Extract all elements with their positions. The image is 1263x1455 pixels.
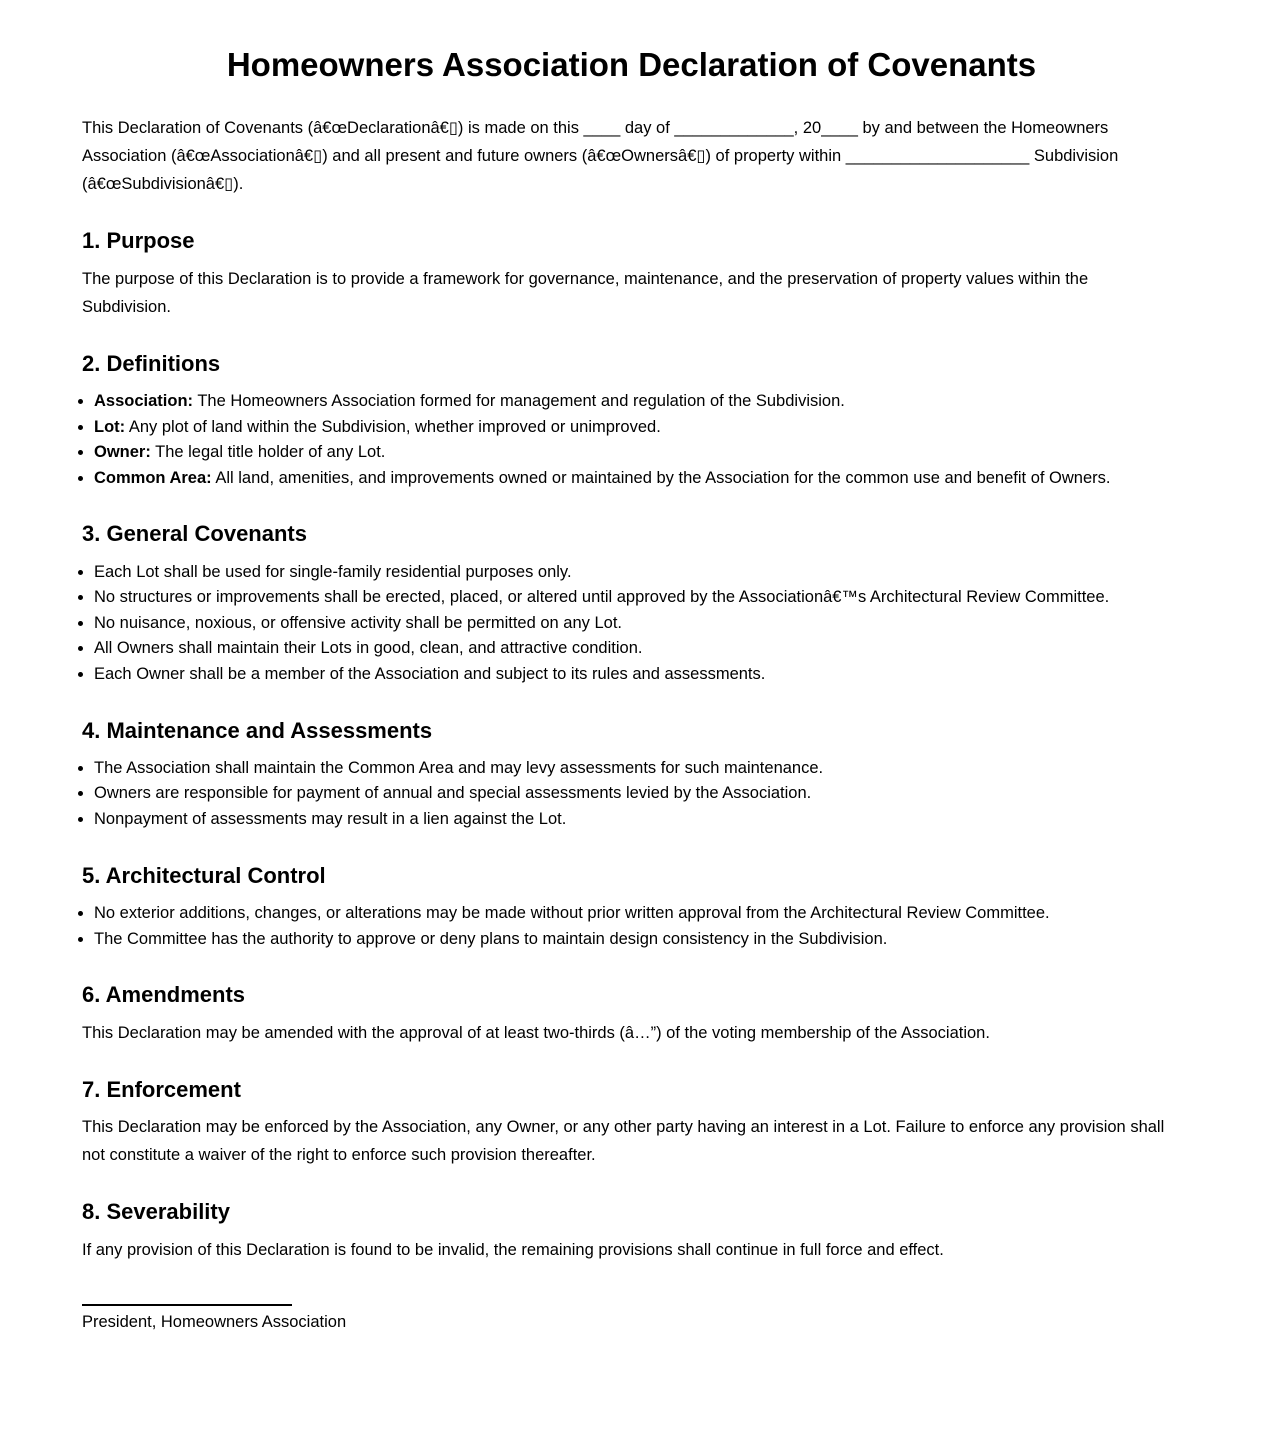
list-item: • Each Owner shall be a member of the Association and subject to its rules and assessments.: [94, 662, 1181, 688]
section-heading-maintenance: 4. Maintenance and Assessments: [82, 717, 433, 743]
list-item: [94, 389, 1181, 415]
maintenance-list: [82, 756, 1181, 833]
definition-text: All land, amenities, and improvements owned or maintained by the Association for the common use and benefit of Owners.: [211, 468, 1111, 487]
list-item: • No structures or improvements shall be erected, placed, or altered until approved by the Associationâ€™s Architectural Review Committee.: [94, 585, 1181, 611]
definition-text: The Homeowners Association formed for management and regulation of the Subdivision.: [193, 392, 845, 411]
severability-paragraph: If any provision of this Declaration is found to be invalid, the remaining provisions shall continue in full force and effect.: [82, 1240, 944, 1259]
intro-paragraph: This Declaration of Covenants (â€œDeclarationâ€▯) is made on this ____ day of _____________, 20____ by and between the Homeowners Association (â€œAssociationâ€▯) and all present and future owners (â€œOwnersâ€▯) of property within ____________________ Subdivision (â€œSubdivisionâ€▯).: [82, 119, 1119, 194]
section-heading-severability: 8. Severability: [82, 1199, 230, 1225]
list-item: • No exterior additions, changes, or alterations may be made without prior written approval from the Architectural Review Committee.: [94, 901, 1181, 927]
definition-text: Any plot of land within the Subdivision, whether improved or unimproved.: [125, 417, 661, 436]
definition-term: Association:: [94, 392, 194, 411]
section-heading-definitions: 2. Definitions: [82, 350, 221, 376]
list-item: [94, 466, 1181, 492]
list-item: • Nonpayment of assessments may result in a lien against the Lot.: [94, 807, 1181, 833]
list-item: • The Committee has the authority to approve or deny plans to maintain design consistency in the Subdivision.: [94, 927, 1181, 953]
list-item: [94, 440, 1181, 466]
section-heading-architectural: 5. Architectural Control: [82, 862, 326, 888]
section-heading-general-covenants: 3. General Covenants: [82, 521, 307, 547]
amendments-paragraph: This Declaration may be amended with the approval of at least two-thirds (â…”) of the voting membership of the Association.: [82, 1023, 990, 1042]
section-heading-purpose: 1. Purpose: [82, 228, 195, 254]
list-item: • Each Lot shall be used for single-family residential purposes only.: [94, 560, 1181, 586]
definition-term: Owner:: [94, 443, 151, 462]
section-heading-enforcement: 7. Enforcement: [82, 1076, 241, 1102]
list-item: • No nuisance, noxious, or offensive activity shall be permitted on any Lot.: [94, 611, 1181, 637]
definition-text: The legal title holder of any Lot.: [150, 443, 386, 462]
enforcement-paragraph: This Declaration may be enforced by the Association, any Owner, or any other party having an interest in a Lot. Failure to enforce any provision shall not constitute a waiver of the right to enforce such provision thereafter.: [82, 1118, 1165, 1165]
signature-label: President, Homeowners Association: [82, 1312, 347, 1331]
document-title: Homeowners Association Declaration of Covenants: [226, 46, 1037, 83]
general-covenants-list: [82, 560, 1181, 688]
list-item: • Owners are responsible for payment of annual and special assessments levied by the Association.: [94, 781, 1181, 807]
list-item: • All Owners shall maintain their Lots in good, clean, and attractive condition.: [94, 636, 1181, 662]
list-item: [94, 415, 1181, 441]
signature-block: [82, 1304, 1181, 1336]
list-item: • The Association shall maintain the Common Area and may levy assessments for such maintenance.: [94, 756, 1181, 782]
definitions-list: [82, 389, 1181, 491]
purpose-paragraph: The purpose of this Declaration is to provide a framework for governance, maintenance, and the preservation of property values within the Subdivision.: [82, 269, 1089, 316]
architectural-list: [82, 901, 1181, 952]
signature-line: [82, 1304, 292, 1306]
definition-term: Common Area:: [94, 468, 212, 487]
section-heading-amendments: 6. Amendments: [82, 982, 246, 1008]
definition-term: Lot:: [94, 417, 126, 436]
